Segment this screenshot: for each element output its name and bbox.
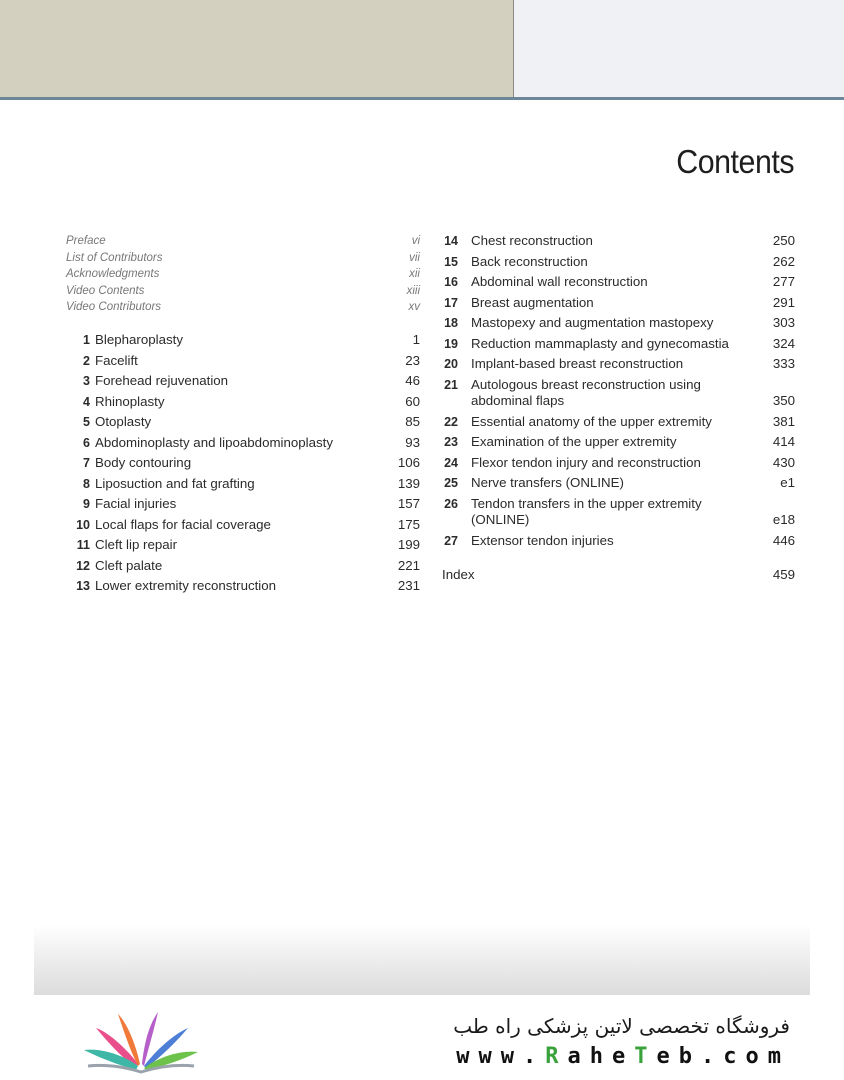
- chapter-title: Body contouring: [95, 455, 192, 470]
- chapter-number: 18: [444, 316, 458, 330]
- chapter-item[interactable]: [442, 494, 795, 531]
- chapter-page: 221: [397, 557, 420, 573]
- index-page: 459: [772, 567, 795, 582]
- url-letter-t: T: [634, 1044, 657, 1069]
- chapter-page: 1: [412, 332, 420, 347]
- page-shadow: [34, 925, 810, 995]
- chapter-page: 303: [772, 315, 795, 330]
- chapter-title: Extensor tendon injuries: [471, 532, 614, 548]
- chapter-item[interactable]: [442, 252, 795, 273]
- chapter-title: Back reconstruction: [471, 253, 588, 269]
- chapter-number: 6: [83, 435, 90, 450]
- chapter-item[interactable]: [442, 375, 795, 412]
- chapter-number: 2: [83, 353, 90, 368]
- store-name: فروشگاه تخصصی لاتین پزشکی راه طب: [453, 1014, 790, 1038]
- chapter-item[interactable]: [442, 272, 795, 293]
- chapter-item[interactable]: [66, 371, 420, 392]
- chapter-item[interactable]: [66, 515, 420, 536]
- chapter-page: 93: [405, 434, 420, 450]
- chapter-page: 333: [772, 356, 795, 371]
- chapter-title: Autologous breast reconstruction using abdominal flaps: [471, 376, 701, 408]
- chapter-number: 4: [83, 394, 90, 409]
- front-matter-list: [66, 233, 420, 316]
- chapter-title: Facelift: [95, 352, 138, 368]
- chapter-item[interactable]: [66, 556, 420, 577]
- chapter-item[interactable]: [66, 494, 420, 515]
- chapter-page: 350: [772, 393, 795, 408]
- chapter-page: 23: [405, 352, 420, 368]
- chapter-number: 12: [76, 558, 90, 573]
- chapter-title: Reduction mammaplasty and gynecomastia: [471, 335, 729, 351]
- chapter-page: 324: [772, 335, 795, 351]
- chapter-title: Cleft lip repair: [95, 537, 178, 552]
- chapter-item[interactable]: [66, 433, 420, 454]
- chapter-title: Facial injuries: [95, 496, 177, 511]
- chapter-list-left: [66, 330, 420, 597]
- chapter-title: Lower extremity reconstruction: [95, 578, 277, 593]
- chapter-item[interactable]: [442, 531, 795, 552]
- chapter-item[interactable]: [66, 535, 420, 556]
- chapter-number: 11: [76, 538, 90, 552]
- chapter-item[interactable]: [66, 474, 420, 495]
- chapter-page: 291: [772, 294, 795, 310]
- chapter-number: 24: [444, 455, 458, 470]
- chapter-number: 22: [444, 414, 458, 429]
- front-matter-item[interactable]: [66, 233, 420, 250]
- index-label: Index: [442, 567, 475, 582]
- front-matter-page: xiii: [406, 284, 420, 297]
- chapter-page: e18: [772, 512, 795, 527]
- chapter-title: Local flaps for facial coverage: [95, 516, 271, 532]
- chapter-title: Abdominal wall reconstruction: [471, 274, 648, 289]
- front-matter-item[interactable]: [66, 250, 420, 267]
- chapter-title: Tendon transfers in the upper extremity (ONLINE): [471, 495, 702, 527]
- url-prefix: www.: [456, 1044, 546, 1069]
- chapter-title: Nerve transfers (ONLINE): [471, 475, 624, 490]
- index-item[interactable]: [442, 567, 795, 584]
- chapter-item[interactable]: [66, 576, 420, 597]
- chapter-item[interactable]: [442, 412, 795, 433]
- chapter-number: 7: [83, 456, 90, 470]
- front-matter-item[interactable]: [66, 266, 420, 283]
- chapter-number: 27: [444, 533, 458, 548]
- chapter-page: 414: [772, 434, 795, 449]
- chapter-number: 3: [83, 374, 90, 388]
- chapter-item[interactable]: [442, 453, 795, 474]
- chapter-title: Chest reconstruction: [471, 233, 593, 248]
- header-rule: [0, 97, 844, 100]
- page-title: Contents: [676, 143, 794, 180]
- open-book-rainbow-icon: [78, 1008, 204, 1074]
- store-url[interactable]: [456, 1044, 790, 1069]
- header-band-right: [514, 0, 844, 97]
- front-matter-item[interactable]: [66, 299, 420, 316]
- chapter-page: 430: [772, 454, 795, 470]
- chapter-page: 157: [397, 496, 420, 511]
- front-matter-label: List of Contributors: [66, 251, 163, 264]
- chapter-number: 1: [83, 333, 90, 347]
- front-matter-page: xv: [408, 301, 420, 313]
- chapter-number: 17: [444, 295, 458, 310]
- chapter-number: 14: [444, 234, 458, 248]
- chapter-item[interactable]: [66, 351, 420, 372]
- chapter-page: 139: [397, 475, 420, 491]
- chapter-number: 13: [76, 579, 90, 593]
- chapter-page: 381: [772, 413, 795, 429]
- chapter-item[interactable]: [442, 231, 795, 252]
- front-matter-page: xii: [409, 268, 420, 280]
- chapter-page: 250: [772, 233, 795, 248]
- url-letter-r: R: [545, 1044, 568, 1069]
- chapter-page: 85: [405, 414, 420, 429]
- chapter-item[interactable]: [442, 354, 795, 375]
- chapter-title: Implant-based breast reconstruction: [471, 356, 684, 371]
- header-band: [0, 0, 844, 100]
- chapter-number: 8: [83, 476, 90, 491]
- chapter-item[interactable]: [66, 392, 420, 413]
- chapter-item[interactable]: [66, 412, 420, 433]
- front-matter-label: Preface: [66, 235, 106, 247]
- chapter-page: 446: [772, 532, 795, 548]
- front-matter-page: vi: [411, 235, 420, 247]
- front-matter-item[interactable]: [66, 283, 420, 300]
- chapter-number: 26: [444, 496, 458, 511]
- chapter-page: 277: [772, 274, 795, 289]
- url-suffix: .com: [701, 1044, 790, 1069]
- chapter-title: Blepharoplasty: [95, 332, 183, 347]
- chapter-item[interactable]: [66, 330, 420, 351]
- chapter-page: 231: [397, 578, 420, 593]
- chapter-item[interactable]: [442, 313, 795, 334]
- chapter-item[interactable]: [442, 293, 795, 314]
- chapter-number: 25: [444, 476, 458, 490]
- url-mid-2: eb: [656, 1044, 702, 1069]
- chapter-title: Liposuction and fat grafting: [95, 475, 255, 491]
- chapter-item[interactable]: [442, 432, 795, 453]
- chapter-number: 9: [83, 497, 90, 511]
- chapter-title: Abdominoplasty and lipoabdominoplasty: [95, 434, 334, 450]
- chapter-item[interactable]: [66, 453, 420, 474]
- chapter-page: 175: [397, 516, 420, 532]
- chapter-title: Cleft palate: [95, 557, 163, 573]
- url-mid-1: ahe: [567, 1044, 635, 1069]
- chapter-page: e1: [780, 475, 795, 490]
- chapter-number: 15: [444, 254, 458, 269]
- chapter-item[interactable]: [442, 473, 795, 494]
- chapter-title: Forehead rejuvenation: [95, 373, 229, 388]
- chapter-number: 20: [444, 357, 458, 371]
- chapter-title: Mastopexy and augmentation mastopexy: [471, 315, 714, 330]
- chapter-title: Flexor tendon injury and reconstruction: [471, 454, 701, 470]
- chapter-page: 199: [397, 537, 420, 552]
- chapter-page: 262: [772, 253, 795, 269]
- chapter-title: Otoplasty: [95, 414, 152, 429]
- chapter-number: 23: [444, 435, 458, 449]
- chapter-number: 21: [444, 377, 458, 392]
- chapter-page: 60: [405, 393, 420, 409]
- chapter-number: 16: [444, 275, 458, 289]
- chapter-number: 10: [76, 517, 90, 532]
- chapter-page: 46: [405, 373, 420, 388]
- front-matter-label: Acknowledgments: [66, 268, 160, 280]
- chapter-title: Essential anatomy of the upper extremity: [471, 413, 712, 429]
- chapter-number: 19: [444, 336, 458, 351]
- header-band-left: [0, 0, 513, 97]
- chapter-title: Examination of the upper extremity: [471, 434, 677, 449]
- chapter-page: 106: [397, 455, 420, 470]
- front-matter-page: vii: [409, 251, 420, 264]
- front-matter-label: Video Contents: [66, 284, 145, 297]
- front-matter-label: Video Contributors: [66, 301, 162, 313]
- chapter-number: 5: [83, 415, 90, 429]
- chapter-title: Rhinoplasty: [95, 393, 165, 409]
- chapter-item[interactable]: [442, 334, 795, 355]
- chapter-list-right: [442, 231, 795, 584]
- chapter-title: Breast augmentation: [471, 294, 594, 310]
